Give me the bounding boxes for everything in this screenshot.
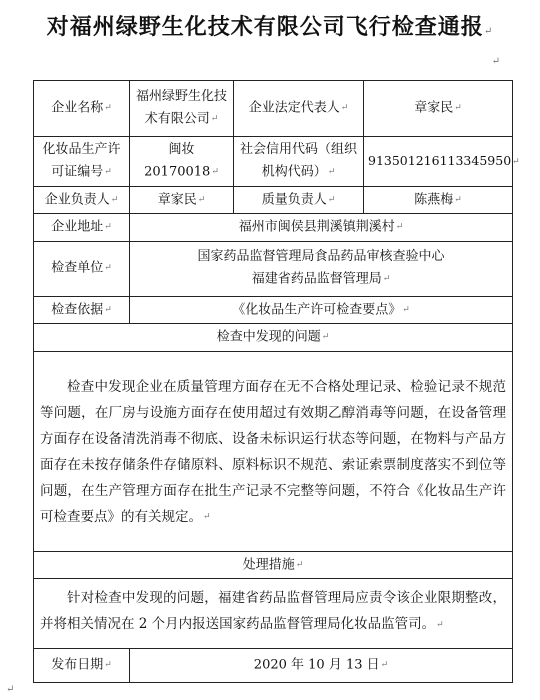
document-title — [0, 10, 540, 41]
measures-header-cell: 处理措施↵ — [34, 551, 513, 579]
table-row — [34, 551, 513, 579]
quality-value-cell: 陈燕梅↵ — [364, 186, 513, 214]
cell-end-mark-icon: ↵ — [512, 156, 520, 167]
table-row — [34, 579, 513, 649]
cell-end-mark-icon: ↵ — [211, 167, 219, 177]
title-text: 对福州绿野生化技术有限公司飞行检查通报 — [46, 14, 484, 40]
legal-rep-value-cell: 章家民↵ — [364, 81, 513, 137]
cell-end-mark-icon: ↵ — [104, 304, 112, 315]
inspection-table — [33, 80, 520, 683]
cell-end-mark-icon: ↵ — [327, 194, 336, 205]
date-value-cell: 2020 年 10 月 13 日↵ — [130, 649, 513, 683]
cell-end-mark-icon: ↵ — [197, 194, 206, 205]
findings-header-cell: 检查中发现的问题↵ — [34, 324, 513, 352]
paragraph-mark-icon: ↵ — [491, 56, 500, 67]
cell-end-mark-icon: ↵ — [110, 194, 119, 205]
cell-end-mark-icon: ↵ — [382, 274, 391, 285]
basis-label-cell: 检查依据↵ — [34, 296, 130, 324]
paragraph-mark-icon: ↵ — [6, 684, 15, 695]
cell-end-mark-icon: ↵ — [104, 660, 112, 671]
cell-end-mark-icon: ↵ — [104, 263, 112, 274]
table-row — [34, 296, 513, 324]
license-label-cell: 化妆品生产许可证编号↵ — [34, 137, 130, 187]
quality-label-cell: 质量负责人↵ — [234, 186, 364, 214]
table-row — [34, 137, 513, 187]
address-label-cell: 企业地址↵ — [34, 214, 130, 242]
cell-end-mark-icon: ↵ — [210, 114, 219, 125]
enterprise-name-value-cell: 福州绿野生化技术有限公司↵ — [130, 81, 234, 137]
cell-end-mark-icon: ↵ — [395, 222, 404, 232]
unit-value-cell — [130, 241, 513, 296]
cell-end-mark-icon: ↵ — [104, 222, 112, 232]
table-row — [34, 186, 513, 214]
paragraph-mark-icon: ↵ — [483, 26, 494, 37]
cell-end-mark-icon: ↵ — [454, 103, 462, 114]
table-row — [34, 351, 513, 551]
cell-end-mark-icon: ↵ — [104, 167, 112, 177]
principal-value-cell: 章家民↵ — [130, 186, 234, 214]
credit-code-label-cell: 社会信用代码（组织机构代码）↵ — [234, 137, 364, 187]
cell-end-mark-icon: ↵ — [340, 103, 349, 114]
findings-paragraph: 检查中发现企业在质量管理方面存在无不合格处理记录、检验记录不规范等问题，在厂房与设施方面存在使用超过有效期乙醇消毒等问题，在设备管理方面存在设备清洗消毒不彻底、设备未标识运行状态等问题，在物料与产品方面存在未按存储条件存储原料、原料标识不规范、索证索票制度落实不到位等问题，在生产管理方面存在批生产记录不完整等问题，不符合《化妆品生产许可检查要点》的有关规定。↵ — [40, 378, 506, 525]
address-value-cell: 福州市闽侯县荆溪镇荆溪村↵ — [130, 214, 513, 242]
principal-label-cell: 企业负责人↵ — [34, 186, 130, 214]
measures-paragraph: 针对检查中发现的问题，福建省药品监督管理局应责令该企业限期整改，并将相关情况在 2 个月内报送国家药品监督管理局化妆品监管司。↵ — [40, 590, 506, 632]
date-label-cell: 发布日期↵ — [34, 649, 130, 683]
enterprise-name-label-cell: 企业名称↵ — [34, 81, 130, 137]
cell-end-mark-icon: ↵ — [203, 512, 211, 522]
unit-label-cell: 检查单位↵ — [34, 241, 130, 296]
cell-end-mark-icon: ↵ — [321, 332, 330, 342]
basis-value-cell: 《化妆品生产许可检查要点》↵ — [130, 296, 513, 324]
cell-end-mark-icon: ↵ — [436, 619, 444, 630]
table-row — [34, 649, 513, 683]
table-row — [34, 81, 513, 137]
cell-end-mark-icon: ↵ — [380, 660, 389, 671]
cell-end-mark-icon: ↵ — [295, 559, 304, 570]
cell-end-mark-icon: ↵ — [402, 304, 410, 315]
table-row — [34, 324, 513, 352]
cell-end-mark-icon: ↵ — [454, 194, 462, 205]
cell-end-mark-icon: ↵ — [104, 103, 112, 114]
table-row — [34, 241, 513, 296]
findings-text-cell — [34, 351, 513, 551]
credit-code-value-cell: 913501216113345950↵ — [364, 137, 513, 187]
table-row — [34, 214, 513, 242]
unit-line-1: 国家药品监督管理局食品药品审核查验中心 — [197, 249, 445, 265]
measures-text-cell — [34, 579, 513, 649]
legal-rep-label-cell: 企业法定代表人↵ — [234, 81, 364, 137]
license-value-cell: 闽妆 20170018↵ — [130, 137, 234, 187]
cell-end-mark-icon: ↵ — [327, 167, 336, 177]
unit-line-2: 福建省药品监督管理局↵ — [251, 271, 391, 287]
